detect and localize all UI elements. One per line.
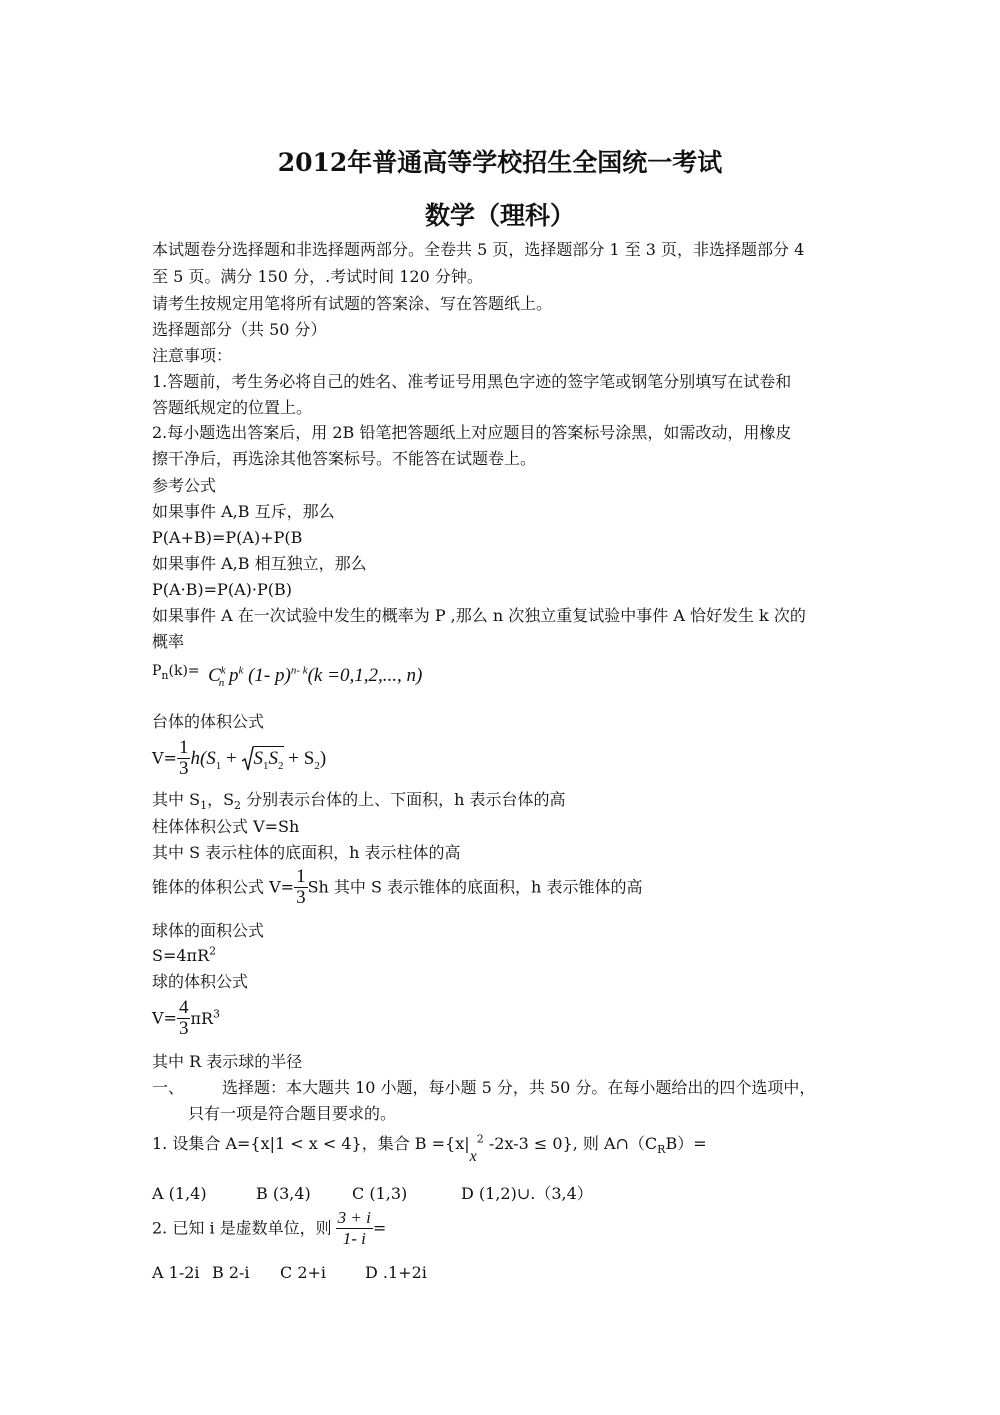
square-root: $S_1S_2$ [242, 749, 284, 769]
notice-line: 1.答题前，考生务必将自己的姓名、准考证号用黑色字迹的签字笔或钢笔分别填写在试卷和 [152, 372, 792, 391]
prism-note: 其中 S 表示柱体的底面积，h 表示柱体的高 [152, 843, 461, 862]
intro-line: 本试题卷分选择题和非选择题两部分。全卷共 5 页，选择题部分 1 至 3 页，非选择题部分 4 [152, 240, 805, 259]
question-2-option: C 2+i [280, 1263, 327, 1282]
question-2-option: B 2-i [212, 1263, 250, 1282]
question-1-option: D (1,2)∪.（3,4） [461, 1184, 593, 1203]
sphere-volume-formula: V= $\frac{4}{3}$ $\pi R^3$ [152, 997, 221, 1039]
intro-line: 至 5 页。满分 150 分，.考试时间 120 分钟。 [152, 267, 483, 286]
cone-formula: 锥体的体积公式 V= $\frac{1}{3}$ Sh 其中 S 表示锥体的底面积，h 表示锥体的高 [152, 866, 643, 908]
binomial-formula: $P_n(k)= C^k_n$ $p^k$ (1- p)$^{n- k}$(k =0,1,2,..., n) [152, 663, 423, 689]
formula-line: P(A·B)=P(A)·P(B) [152, 580, 292, 599]
question-1-option: A (1,4) [152, 1184, 207, 1203]
section-heading: 选择题部分（共 50 分） [152, 320, 327, 339]
radical-sign-icon [242, 746, 254, 772]
sphere-area-label: 球体的面积公式 [152, 921, 265, 940]
section-heading: 只有一项是符合题目要求的。 [188, 1104, 397, 1123]
question-2-option: A 1-2i [152, 1263, 200, 1282]
sphere-note: 其中 R 表示球的半径 [152, 1052, 303, 1071]
notice-line: 2.每小题选出答案后，用 2B 铅笔把答题纸上对应题目的答案标号涂黑，如需改动，用橡皮 [152, 423, 792, 442]
section-heading: 选择题：本大题共 10 小题，每小题 5 分，共 50 分。在每小题给出的四个选项中， [222, 1078, 816, 1097]
question-1-option: C (1,3) [352, 1184, 408, 1203]
notice-line: 擦干净后，再选涂其他答案标号。不能答在试题卷上。 [152, 449, 537, 468]
formula-text: 概率 [152, 632, 185, 651]
question-2: 2. 已知 i 是虚数单位，则 $\frac{3 + i}{1- i}$ = [152, 1208, 387, 1248]
formula-text: 如果事件 A,B 互斥，那么 [152, 502, 335, 521]
formula-heading: 参考公式 [152, 476, 217, 495]
question-2-option: D .1+2i [365, 1263, 427, 1282]
fraction: $\frac{4}{3}$ [178, 997, 189, 1039]
frustum-formula: V= $\frac{1}{3}$ $h(S_1$ + $S_1S_2 + S_2$) [152, 737, 327, 779]
question-1: 1. 设集合 A={x|1 < x < 4}，集合 $B =\{x|x^2$ -2x-3 ≤ 0}, 则 $A\cap(C_RB)=$ [152, 1132, 707, 1165]
fraction: $\frac{1}{3}$ [178, 737, 189, 779]
formula-text: 如果事件 A 在一次试验中发生的概率为 P ,那么 n 次独立重复试验中事件 A 恰好发生 k 次的 [152, 606, 806, 625]
formula-text: 如果事件 A,B 相互独立，那么 [152, 554, 367, 573]
sphere-area-formula: $S=4\pi R^2$ [152, 944, 217, 965]
sphere-volume-label: 球的体积公式 [152, 972, 249, 991]
section-number: 一、 [152, 1078, 185, 1097]
question-1-option: B (3,4) [256, 1184, 311, 1203]
notice-line: 答题纸规定的位置上。 [152, 398, 313, 417]
fraction: $\frac{3 + i}{1- i}$ [337, 1208, 371, 1248]
notice-heading: 注意事项： [152, 346, 233, 365]
frustum-note: 其中 $S_1$，$S_2$ 分别表示台体的上、下面积，h 表示台体的高 [152, 790, 566, 813]
fraction: $\frac{1}{3}$ [296, 866, 306, 908]
formula-line: P(A+B)=P(A)+P(B [152, 528, 303, 547]
prism-formula: 柱体体积公式 V=Sh [152, 817, 300, 836]
frustum-label: 台体的体积公式 [152, 712, 265, 731]
exam-title: 2012年普通高等学校招生全国统一考试 [277, 148, 723, 177]
exam-subtitle: 数学（理科） [424, 201, 575, 230]
intro-line: 请考生按规定用笔将所有试题的答案涂、写在答题纸上。 [152, 294, 553, 313]
